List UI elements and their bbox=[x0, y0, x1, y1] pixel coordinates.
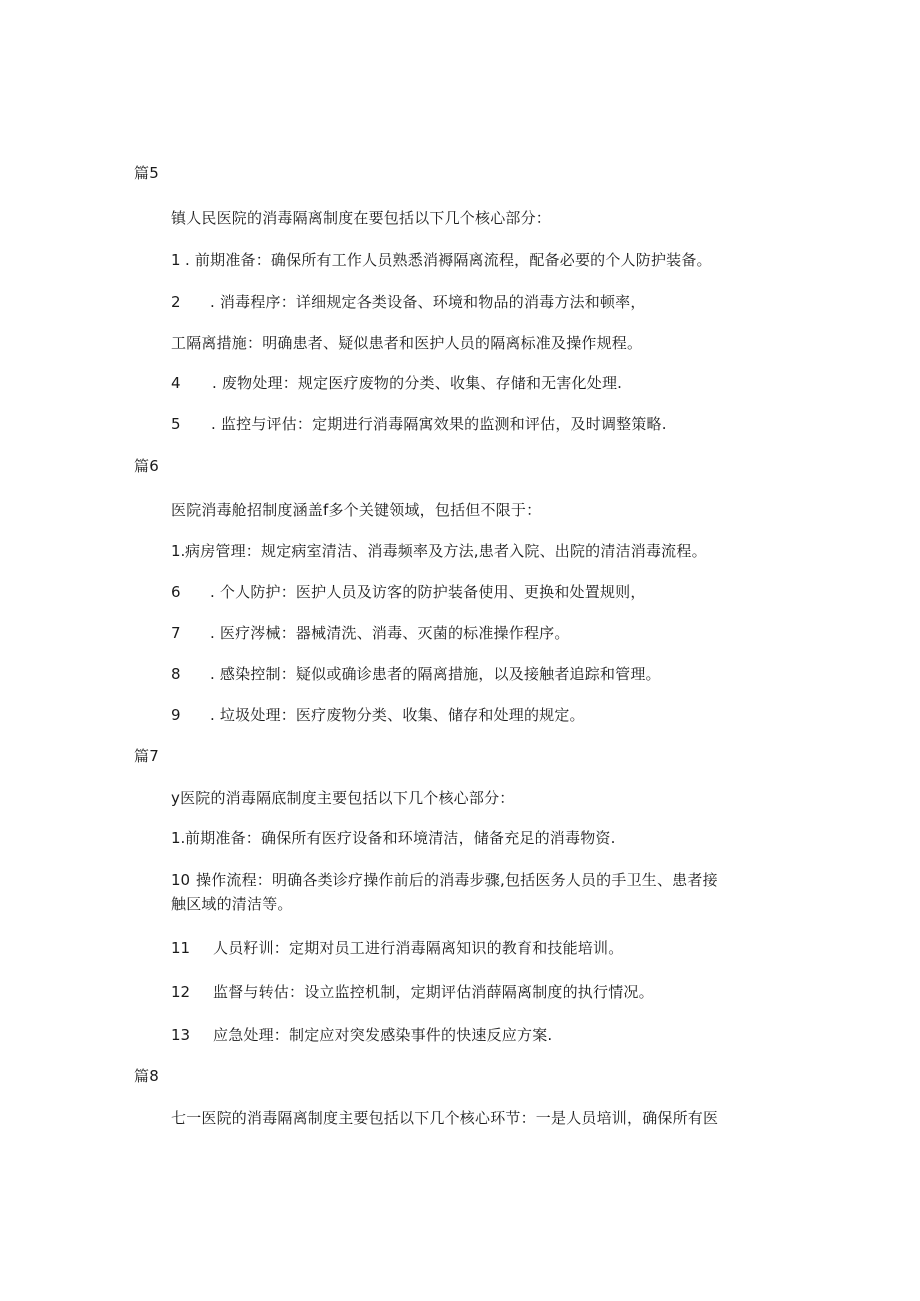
item-text: 前期准备：确保所有医疗设备和环境清洁，储备充足的消毒物资. bbox=[185, 829, 616, 847]
item-text: 操作流程：明确各类诊疗操作前后的消毒步骤,包括医务人员的手卫生、患者接 bbox=[196, 871, 718, 889]
item-text: 工隔离措施：明确患者、疑似患者和医护人员的隔离标准及操作规程。 bbox=[171, 334, 643, 352]
item-number: 4 bbox=[171, 374, 181, 392]
section-heading: 篇7 bbox=[134, 747, 159, 765]
section-heading: 篇8 bbox=[134, 1067, 159, 1085]
section-heading: 篇6 bbox=[134, 457, 159, 475]
item-text: 人员籽训：定期对员工进行消毒隔离知识的教育和技能培训。 bbox=[213, 939, 624, 957]
item-number: 1 bbox=[171, 251, 181, 269]
section-intro: 镇人民医院的消毒隔离制度在要包括以下几个核心部分： bbox=[171, 209, 552, 227]
item-number: 7 bbox=[171, 624, 181, 642]
item-text: 应急处理：制定应对突发感染事件的快速反应方案. bbox=[213, 1026, 553, 1044]
item-number: 1. bbox=[171, 542, 186, 560]
section-intro: y医院的消毒隔底制度主要包括以下几个核心部分： bbox=[171, 789, 515, 807]
item-number: 13 bbox=[171, 1026, 191, 1044]
item-number: 1. bbox=[171, 829, 186, 847]
item-number: 12 bbox=[171, 983, 191, 1001]
item-text: . 监控与评估：定期进行消毒隔寓效果的监测和评估，及时调整策略. bbox=[211, 415, 667, 433]
item-text-continuation: 触区域的清洁等。 bbox=[171, 895, 293, 913]
item-text: . 消毒程序：详细规定各类设备、环境和物品的消毒方法和顿率， bbox=[210, 293, 646, 311]
item-text: . 废物处理：规定医疗废物的分类、收集、存储和无害化处理. bbox=[212, 374, 623, 392]
section-intro: 医院消毒舱招制度涵盖f多个关键领域，包括但不限于： bbox=[171, 501, 542, 519]
item-number: 9 bbox=[171, 706, 181, 724]
item-text: . 垃圾处理：医疗废物分类、收集、储存和处理的规定。 bbox=[210, 706, 585, 724]
item-text: . 感染控制：疑似或确诊患者的隔离措施，以及接触者追踪和管理。 bbox=[210, 665, 661, 683]
item-text: 监督与转估：设立监控机制，定期评估消薛隔离制度的执行情况。 bbox=[213, 983, 654, 1001]
item-number: 10 bbox=[171, 871, 191, 889]
item-number: 2 bbox=[171, 293, 181, 311]
item-number: 8 bbox=[171, 665, 181, 683]
item-text: . 个人防护：医护人员及访客的防护装备使用、更换和处置规则， bbox=[210, 583, 646, 601]
item-text: . 前期准备：确保所有工作人员熟悉消褥隔离流程，配备必要的个人防护装备。 bbox=[185, 251, 712, 269]
item-number: 11 bbox=[171, 939, 191, 957]
item-text: . 医疗涔械：器械清洗、消毒、灭菌的标准操作程序。 bbox=[210, 624, 570, 642]
item-text: 病房管理：规定病室清洁、消毒频率及方法,患者入院、出院的清洁消毒流程。 bbox=[185, 542, 707, 560]
section-heading: 篇5 bbox=[134, 164, 159, 182]
section-intro: 七一医院的消毒隔离制度主要包括以下几个核心环节：一是人员培训，确保所有医 bbox=[171, 1109, 719, 1127]
item-number: 6 bbox=[171, 583, 181, 601]
item-number: 5 bbox=[171, 415, 181, 433]
